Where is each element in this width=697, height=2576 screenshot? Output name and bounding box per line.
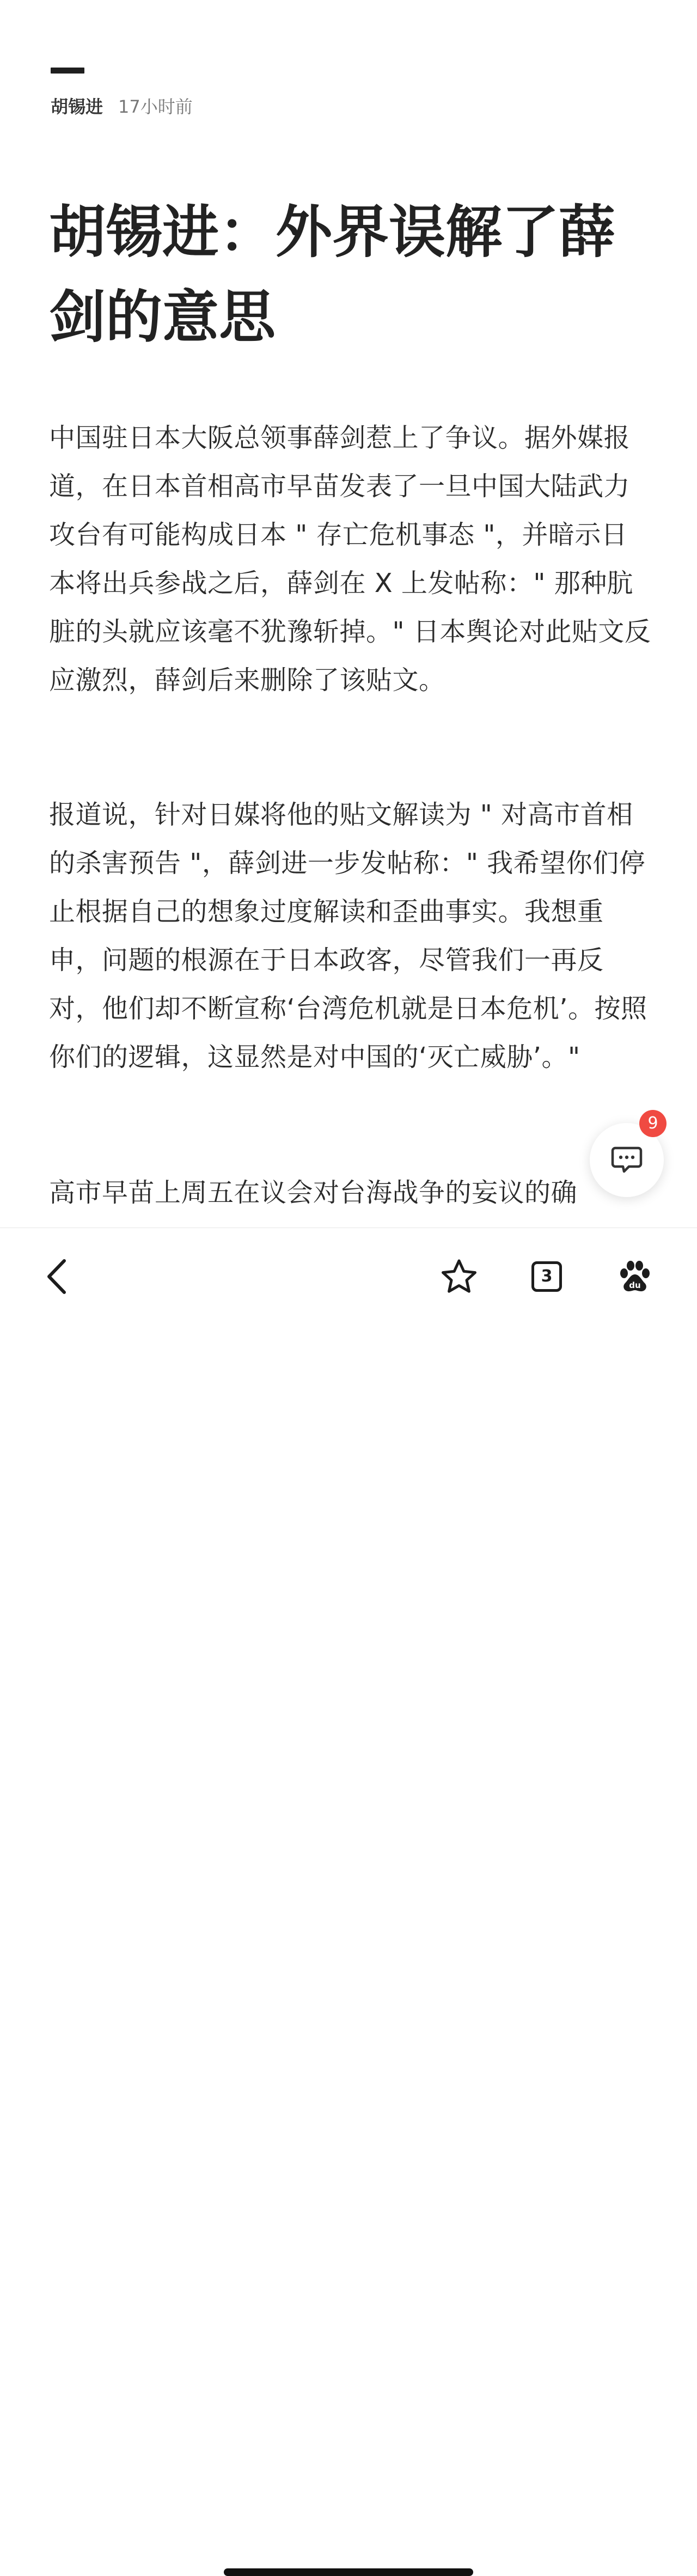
baidu-button[interactable]	[610, 1252, 659, 1301]
svg-text:du: du	[629, 1280, 641, 1290]
chevron-left-icon	[44, 1258, 71, 1296]
comment-count-badge: 9	[639, 1110, 667, 1137]
tabs-button[interactable]	[522, 1252, 571, 1301]
article-paragraph-3: 高市早苗上周五在议会对台海战争的妄议的确	[49, 1177, 578, 1208]
publish-time: 17小时前	[118, 96, 193, 117]
article-title	[49, 190, 648, 359]
tabs-count: 3	[531, 1261, 562, 1292]
header-accent-bar	[51, 68, 84, 74]
baidu-paw-icon	[617, 1259, 652, 1294]
comment-bubble-icon	[611, 1146, 643, 1174]
article-paragraph-2: 报道说，针对日媒将他的贴文解读为 " 对高市首相的杀害预告 "，薛剑进一步发帖称：" 我希望你们停止根据自己的想象过度解读和歪曲事实。我想重申，问题的根源在于日本政客，尽管我们一再反对，他们却不断宣称‘台湾危机就是日本危机’。按照你们的逻辑，这显然是对中国的‘灭亡威胁’。"	[49, 799, 647, 1072]
article-title-line-1: 胡锡进：外界误解了薛	[49, 198, 616, 265]
article-paragraph-1: 中国驻日本大阪总领事薛剑惹上了争议。据外媒报道，在日本首相高市早苗发表了一旦中国大陆武力攻台有可能构成日本 " 存亡危机事态 "，并暗示日本将出兵参战之后，薛剑在 X 上发帖称：" 那种肮脏的头就应该毫不犹豫斩掉。" 日本舆论对此贴文反应激烈，薛剑后来删除了该贴文。	[49, 423, 651, 695]
article-container	[0, 0, 697, 1228]
author-name[interactable]: 胡锡进	[51, 96, 103, 117]
article-title-line-2: 剑的意思	[49, 283, 276, 350]
bottom-toolbar	[0, 1228, 697, 1363]
home-indicator[interactable]	[224, 2568, 473, 2576]
back-button[interactable]	[33, 1252, 82, 1301]
favorite-button[interactable]	[435, 1252, 484, 1301]
article-meta	[51, 94, 193, 120]
star-icon	[441, 1259, 478, 1295]
